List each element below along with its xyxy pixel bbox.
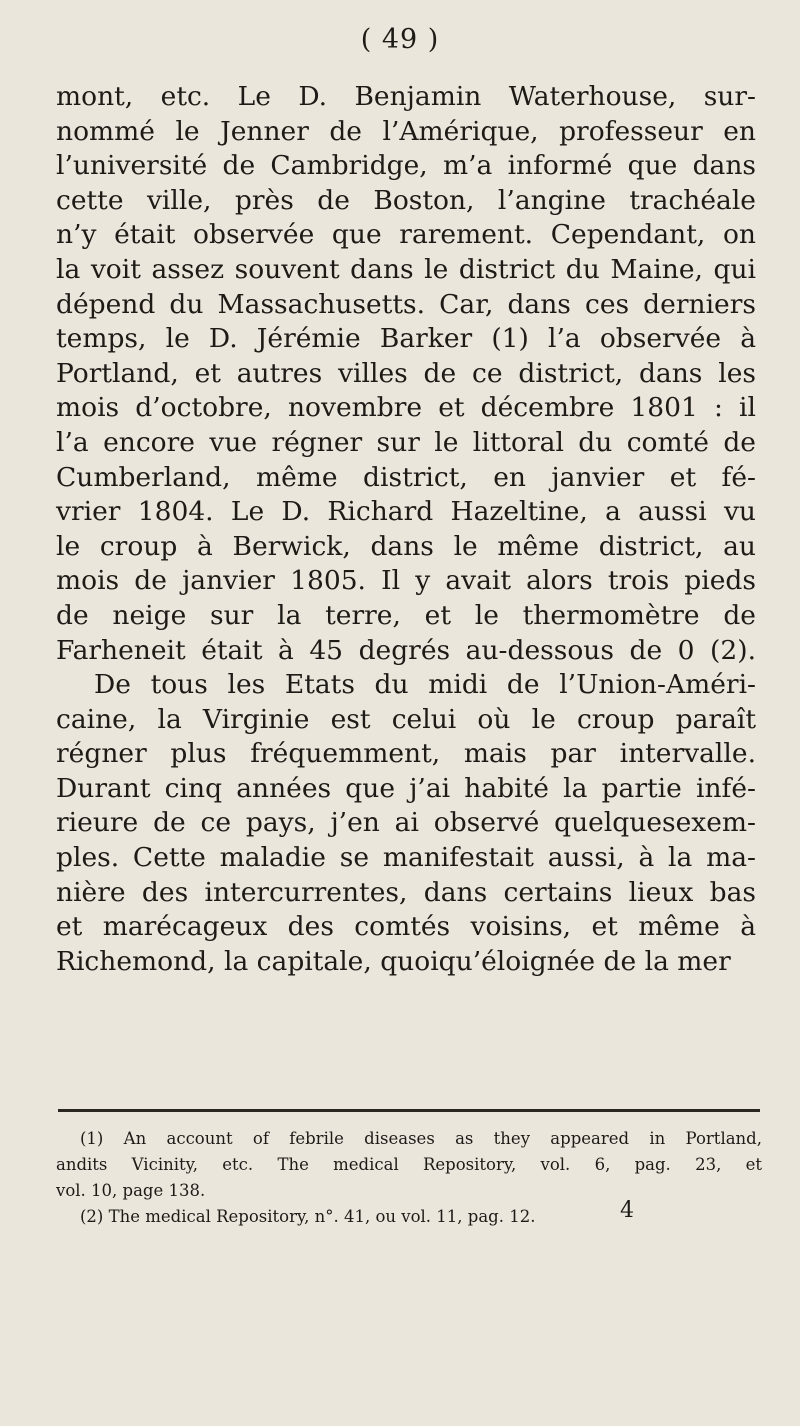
body-line: caine, la Virginie est celui où le croup paraît: [56, 703, 756, 735]
body-line: l’université de Cambridge, m’a informé que dans: [56, 150, 756, 182]
body-line: la voit assez souvent dans le district du Maine, qui: [56, 253, 756, 285]
body-line: mois d’octobre, novembre et décembre 1801 : il: [56, 392, 756, 424]
body-line: cette ville, près de Boston, l’angine trachéale: [56, 184, 756, 216]
body-line: Farheneit était à 45 degrés au-dessous de 0 (2).: [56, 634, 756, 666]
body-line: vrier 1804. Le D. Richard Hazeltine, a aussi vu: [56, 496, 756, 528]
body-line: ples. Cette maladie se manifestait aussi, à la ma-: [56, 842, 756, 874]
body-line: l’a encore vue régner sur le littoral du comté de: [56, 426, 756, 458]
signature-mark: 4: [620, 1198, 634, 1223]
body-line: Cumberland, même district, en janvier et fé-: [56, 461, 756, 493]
body-line: De tous les Etats du midi de l’Union-Améri-: [94, 669, 756, 701]
footnote-1-line: (1) An account of febrile diseases as they appeared in Portland,: [80, 1129, 762, 1148]
body-line: temps, le D. Jérémie Barker (1) l’a observée à: [56, 323, 756, 355]
page-number: ( 49 ): [360, 24, 440, 55]
body-line: nière des intercurrentes, dans certains lieux bas: [56, 876, 756, 908]
body-line: Portland, et autres villes de ce district, dans les: [56, 357, 756, 389]
footnotes: [56, 1126, 762, 1230]
footnote-divider: [58, 1109, 760, 1112]
body-line: n’y était observée que rarement. Cependant, on: [56, 219, 756, 251]
footnote-2-line: (2) The medical Repository, n°. 41, ou vol. 11, pag. 12.: [80, 1207, 536, 1226]
body-line: mont, etc. Le D. Benjamin Waterhouse, sur-: [56, 81, 756, 112]
body-line: de neige sur la terre, et le thermomètre de: [56, 599, 756, 631]
body-line: nommé le Jenner de l’Amérique, professeur en: [56, 115, 756, 147]
body-line: rieure de ce pays, j’en ai observé quelquesexem-: [56, 807, 756, 839]
body-line: et marécageux des comtés voisins, et même à: [56, 911, 756, 943]
body-line: Durant cinq années que j’ai habité la partie infé-: [56, 772, 756, 804]
body-line: le croup à Berwick, dans le même district, au: [56, 530, 756, 562]
body-line: mois de janvier 1805. Il y avait alors trois pieds: [56, 565, 756, 597]
footnote-1-line: vol. 10, page 138.: [56, 1181, 206, 1200]
body-text: [56, 80, 756, 979]
body-line: dépend du Massachusetts. Car, dans ces derniers: [56, 288, 756, 320]
body-line: régner plus fréquemment, mais par intervalle.: [56, 738, 756, 770]
body-line: Richemond, la capitale, quoiqu’éloignée de la mer: [56, 945, 731, 977]
footnote-1-line: andits Vicinity, etc. The medical Repository, vol. 6, pag. 23, et: [56, 1155, 762, 1174]
